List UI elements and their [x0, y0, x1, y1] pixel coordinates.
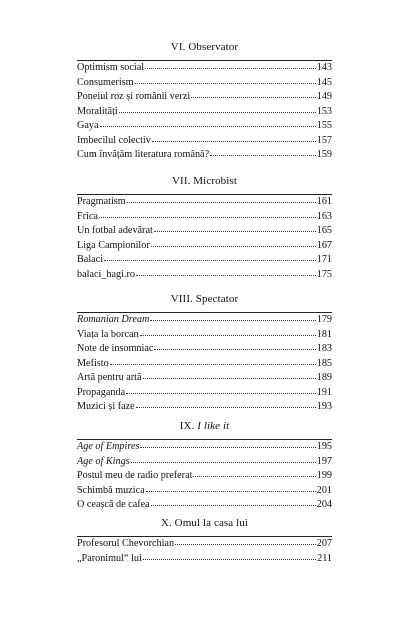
section-heading: [77, 420, 332, 433]
toc-entry-page: 165: [316, 225, 332, 236]
toc-entry-title: Moralități: [77, 105, 118, 117]
toc-entry-title: Consumerism: [77, 76, 134, 88]
toc-entry[interactable]: [77, 268, 332, 283]
toc-entry[interactable]: [77, 105, 332, 120]
toc-entry-title: O ceașcă de cafea: [77, 499, 150, 510]
toc-entry-title: Artă pentru artă: [77, 372, 142, 383]
toc-leader-dots: [126, 385, 316, 394]
toc-entry-title: Romanian Dream: [77, 314, 150, 325]
toc-entry[interactable]: [77, 386, 332, 401]
toc-entry-title: Imbecilul colectiv: [77, 134, 151, 146]
toc-entry-title: Cum învățăm literatura română?: [77, 149, 210, 160]
toc-entry-page: 197: [316, 455, 332, 467]
section-heading-prefix: VIII.: [170, 293, 196, 305]
toc-entry-page: 201: [316, 484, 332, 496]
toc-entry-title: Poneiul roz și românii verzi: [77, 91, 191, 102]
toc-entry-title: Viața la borcan: [77, 328, 139, 340]
toc-entry-title: Frica: [77, 210, 98, 222]
toc-section-ix: [77, 420, 332, 513]
toc-entry[interactable]: [77, 253, 332, 268]
toc-entry[interactable]: [77, 224, 332, 239]
toc-entry-title: „Paronimul“ lui: [77, 552, 142, 564]
section-heading-prefix: X.: [160, 517, 175, 529]
toc-leader-dots: [154, 341, 315, 350]
toc-entry[interactable]: [77, 342, 332, 357]
toc-entry-page: 161: [316, 196, 332, 207]
toc-leader-dots: [99, 209, 316, 218]
toc-entry[interactable]: [77, 357, 332, 372]
toc-leader-dots: [135, 75, 316, 84]
toc-section-x: [77, 517, 332, 566]
section-heading-prefix: IX.: [179, 420, 198, 432]
toc-leader-dots: [151, 238, 316, 247]
toc-entry-page: 193: [316, 401, 332, 412]
toc-entry-title: Optimism social: [77, 62, 145, 73]
section-heading: [77, 175, 332, 188]
toc-entry-title: Age of Empires: [77, 441, 140, 452]
toc-leader-dots: [140, 327, 316, 336]
toc-leader-dots: [150, 312, 315, 321]
toc-section-vi: [77, 41, 332, 163]
toc-entry-page: 143: [316, 62, 332, 73]
toc-entry-page: 183: [316, 343, 332, 354]
section-heading: [77, 41, 332, 54]
toc-leader-dots: [146, 483, 316, 492]
toc-entry-page: 149: [316, 91, 332, 102]
toc-entry-title: Postul meu de radio preferat: [77, 470, 193, 481]
toc-entry[interactable]: [77, 119, 332, 134]
toc-entry-page: 175: [316, 268, 332, 280]
toc-entry-page: 157: [316, 134, 332, 146]
toc-section-vii: [77, 175, 332, 282]
toc-entry-title: balaci_hagi.ro: [77, 268, 135, 280]
toc-leader-dots: [143, 370, 316, 379]
toc-entry-page: 199: [316, 470, 332, 481]
toc-entry-page: 211: [317, 552, 332, 564]
toc-entry[interactable]: [77, 313, 332, 328]
section-heading-prefix: VII.: [172, 175, 194, 187]
toc-entry[interactable]: [77, 484, 332, 499]
section-heading-prefix: VI.: [170, 41, 189, 53]
toc-leader-dots: [140, 439, 315, 448]
toc-entry-title: Pragmatism: [77, 196, 126, 207]
toc-entry-title: Gaya: [77, 120, 99, 131]
toc-entry[interactable]: [77, 455, 332, 470]
toc-entry-page: 204: [316, 499, 332, 510]
toc-entry-page: 189: [316, 372, 332, 383]
toc-entry[interactable]: [77, 552, 332, 567]
toc-entry-title: Muzici și faze: [77, 401, 135, 412]
toc-leader-dots: [127, 194, 316, 203]
toc-entry[interactable]: [77, 469, 332, 484]
toc-entry-title: Age of Kings: [77, 455, 130, 467]
toc-entry-page: 181: [316, 328, 332, 340]
toc-entry[interactable]: [77, 90, 332, 105]
toc-entry-page: 145: [316, 76, 332, 88]
toc-leader-dots: [136, 267, 316, 276]
toc-entry[interactable]: [77, 440, 332, 455]
toc-leader-dots: [152, 133, 316, 142]
toc-entry[interactable]: [77, 210, 332, 225]
toc-entry-title: Propaganda: [77, 386, 126, 398]
section-heading: [77, 517, 332, 530]
toc-entry-title: Liga Campionilor: [77, 239, 150, 251]
toc-entry[interactable]: [77, 400, 332, 415]
toc-entry[interactable]: [77, 537, 332, 552]
section-heading-text: Microbist: [193, 175, 237, 187]
toc-entry-title: Profesorul Chevorchian: [77, 538, 175, 549]
toc-leader-dots: [104, 252, 316, 261]
toc-entry[interactable]: [77, 61, 332, 76]
section-heading-text: Observator: [188, 41, 239, 53]
toc-section-viii: [77, 293, 332, 415]
toc-entry-page: 195: [316, 441, 332, 452]
toc-entry[interactable]: [77, 371, 332, 386]
toc-leader-dots: [143, 551, 316, 560]
toc-entry[interactable]: [77, 134, 332, 149]
toc-entry[interactable]: [77, 498, 332, 513]
toc-leader-dots: [151, 497, 316, 506]
toc-leader-dots: [131, 454, 316, 463]
toc-leader-dots: [119, 104, 316, 113]
toc-entry-page: 159: [316, 149, 332, 160]
toc-entry-title: Schimbă muzica: [77, 484, 145, 496]
toc-entry-title: Balaci: [77, 254, 104, 265]
toc-entry[interactable]: [77, 195, 332, 210]
toc-leader-dots: [175, 536, 316, 545]
toc-entry-page: 207: [316, 538, 332, 549]
toc-entry[interactable]: [77, 328, 332, 343]
toc-leader-dots: [154, 223, 316, 232]
toc-entry-page: 191: [316, 386, 332, 398]
toc-entry-title: Un fotbal adevărat: [77, 225, 153, 236]
toc-leader-dots: [193, 468, 315, 477]
toc-entry-page: 163: [316, 210, 332, 222]
toc-leader-dots: [210, 147, 316, 156]
toc-entry-page: 179: [316, 314, 332, 325]
section-heading-text: I like it: [197, 420, 230, 432]
toc-entry-page: 167: [316, 239, 332, 251]
toc-entry-page: 185: [316, 357, 332, 369]
toc-leader-dots: [191, 89, 316, 98]
toc-entry-page: 153: [316, 105, 332, 117]
toc-entry-page: 171: [316, 254, 332, 265]
toc-leader-dots: [100, 118, 316, 127]
toc-entry[interactable]: [77, 148, 332, 163]
toc-entry[interactable]: [77, 239, 332, 254]
toc-entry-title: Note de insomniac: [77, 343, 154, 354]
toc-entry-page: 155: [316, 120, 332, 131]
toc-leader-dots: [136, 399, 316, 408]
section-heading-text: Spectator: [195, 293, 239, 305]
toc-leader-dots: [145, 60, 316, 69]
section-heading-text: Omul la casa lui: [174, 517, 249, 529]
toc-leader-dots: [110, 356, 316, 365]
toc-entry-title: Mefisto: [77, 357, 109, 369]
toc-entry[interactable]: [77, 76, 332, 91]
section-heading: [77, 293, 332, 306]
